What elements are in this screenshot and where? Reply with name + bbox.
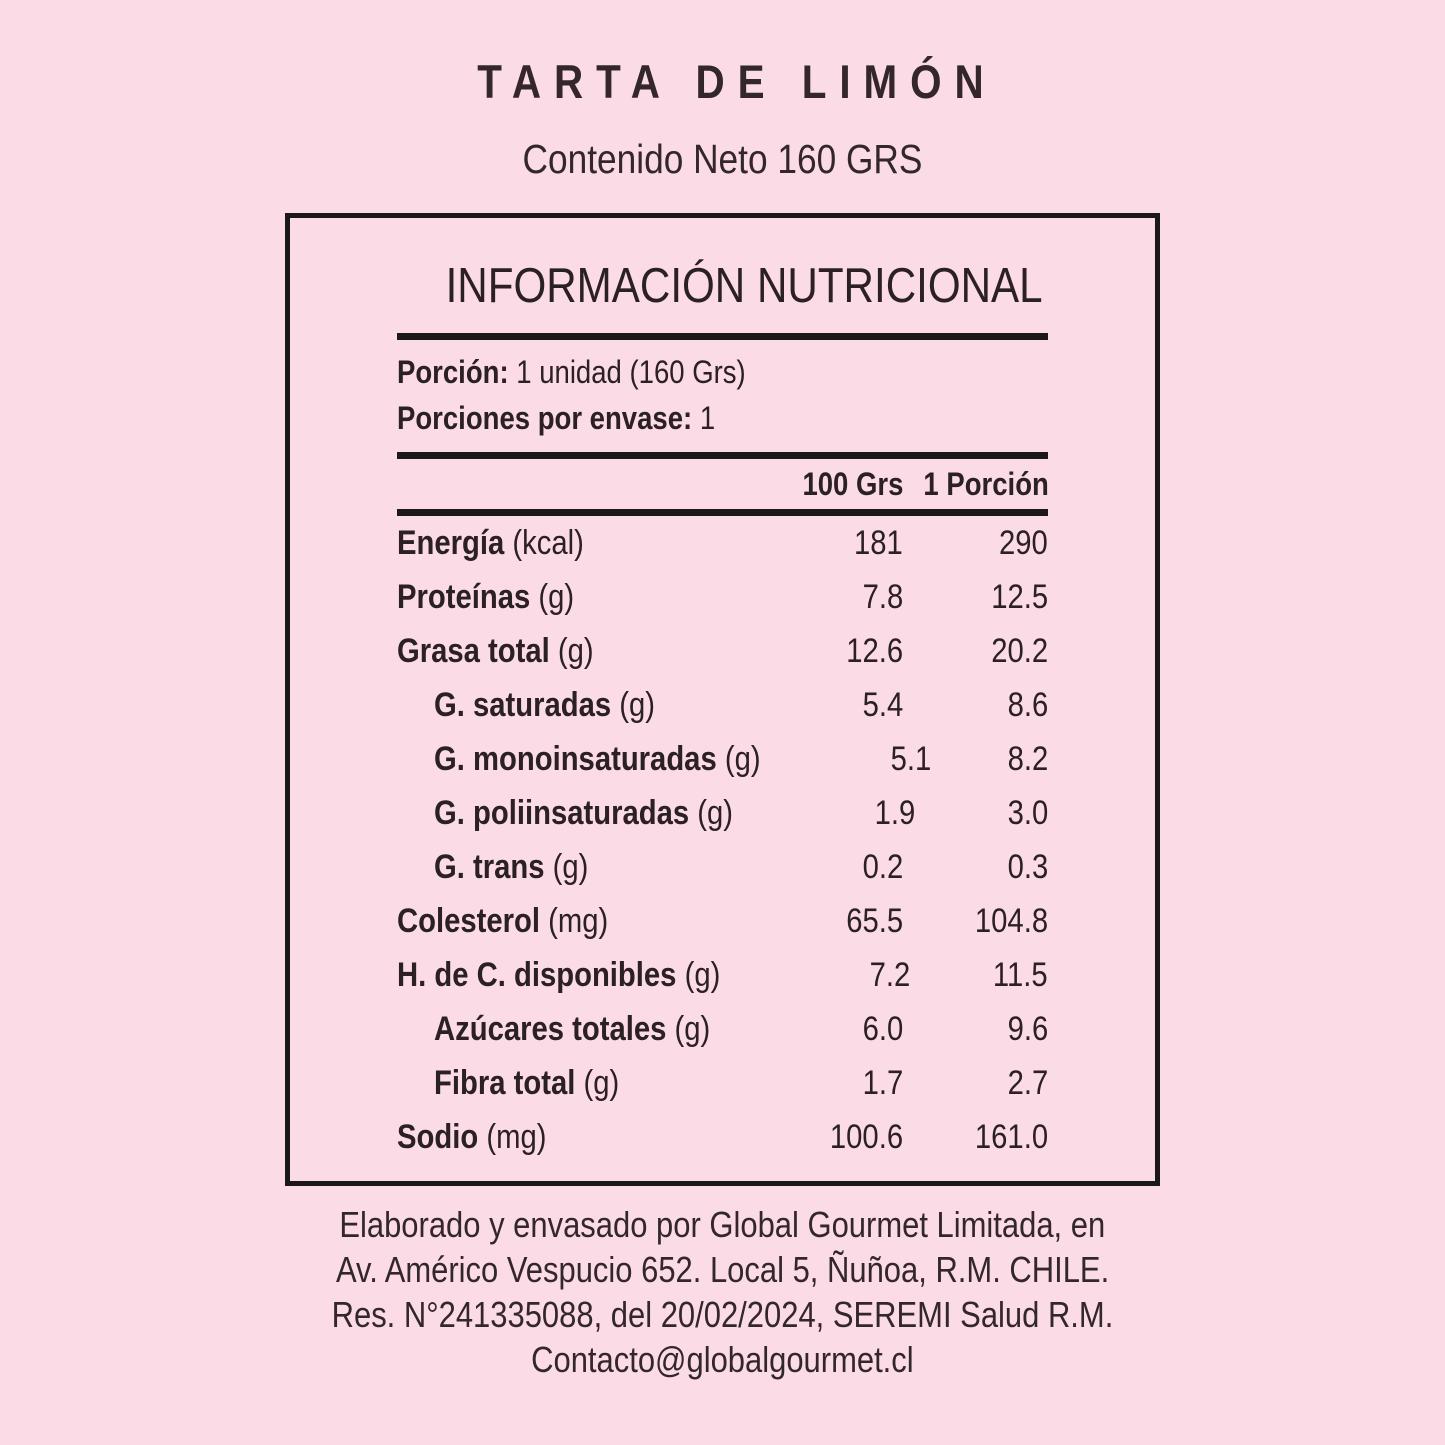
nutrient-name: Azúcares totales [434,1009,667,1048]
panel-title-text: INFORMACIÓN NUTRICIONAL [445,259,1043,313]
nutrient-unit: (g) [619,685,656,724]
nutrient-unit: (g) [583,1063,620,1102]
nutrient-row [397,570,1048,624]
portion-label: Porción: [397,354,509,390]
nutrient-label [397,794,782,833]
value-per-portion: 12.5 [991,577,1048,616]
footer-line: Av. Américo Vespucio 652. Local 5, Ñuñoa, R.M. CHILE. [335,1249,1110,1290]
nutrient-name: Grasa total [397,631,550,670]
nutrient-label [397,740,814,779]
value-per-portion: 9.6 [1007,1009,1048,1048]
nutrient-row [397,516,1048,570]
footer-line: Res. N°241335088, del 20/02/2024, SEREMI Salud R.M. [331,1294,1114,1335]
nutrient-unit: (g) [557,631,594,670]
servings-label: Porciones por envase: [397,400,693,436]
value-per-100g: 7.2 [869,955,911,994]
table-header-row [397,459,1048,509]
nutrient-row [397,786,1048,840]
value-per-100g: 6.0 [862,1009,903,1048]
nutrient-name: Energía [397,523,505,562]
value-per-100g: 5.4 [862,685,903,724]
product-title-text: TARTA DE LIMÓN [476,55,997,108]
value-per-portion: 2.7 [1007,1063,1048,1102]
nutrient-name: Sodio [397,1117,479,1156]
value-per-portion: 8.6 [1007,685,1048,724]
panel-title [397,258,1048,314]
nutrient-label [397,1064,758,1103]
nutrient-unit: (kcal) [512,523,584,562]
nutrient-row [397,732,1048,786]
value-per-portion: 20.2 [991,631,1048,670]
value-per-100g: 65.5 [846,901,903,940]
servings-line [397,395,1048,441]
nutrient-label [397,848,758,887]
nutrient-row [397,624,1048,678]
nutrient-label [397,1118,758,1157]
nutrient-row [397,948,1048,1002]
servings-value: 1 [699,400,716,436]
divider-middle [397,452,1048,459]
portion-block [397,349,1048,441]
label-footer [0,1202,1445,1382]
nutrient-unit: (g) [552,847,589,886]
nutrient-label [397,632,758,671]
nutrient-name: H. de C. disponibles [397,955,677,994]
nutrient-row [397,1056,1048,1110]
nutrient-row [397,894,1048,948]
portion-value: 1 unidad (160 Grs) [516,354,746,390]
value-per-100g: 1.9 [874,793,915,832]
nutrient-row [397,678,1048,732]
nutrition-table-body [397,516,1048,1164]
nutrient-unit: (g) [538,577,575,616]
value-per-100g: 0.2 [862,847,903,886]
nutrient-unit: (g) [724,739,761,778]
nutrient-label [397,956,773,995]
nutrient-row [397,1002,1048,1056]
footer-line: Contacto@globalgourmet.cl [531,1339,914,1380]
divider-top [397,333,1048,340]
nutrient-name: Colesterol [397,901,540,940]
value-per-portion: 0.3 [1007,847,1048,886]
footer-line: Elaborado y envasado por Global Gourmet Limitada, en [339,1204,1106,1245]
value-per-100g: 12.6 [846,631,903,670]
net-content [0,136,1445,183]
value-per-100g: 100.6 [829,1117,903,1156]
nutrient-name: G. monoinsaturadas [434,739,717,778]
net-content-text: Contenido Neto 160 GRS [522,136,923,182]
nutrient-name: Proteínas [397,577,531,616]
value-per-100g: 7.8 [862,577,903,616]
value-per-portion: 11.5 [993,955,1048,994]
nutrient-name: G. poliinsaturadas [434,793,690,832]
servings-line-text [397,395,715,441]
footer-lines [0,1202,1445,1382]
divider-header [397,509,1048,516]
nutrition-facts-panel [285,213,1160,1186]
nutrient-label [397,686,758,725]
value-per-100g: 5.1 [890,739,931,778]
nutrient-name: Fibra total [434,1063,576,1102]
column-header-portion: 1 Porción [923,465,1049,502]
portion-line [397,349,1048,395]
value-per-100g: 181 [854,523,903,562]
nutrient-label [397,1010,758,1049]
nutrient-name: G. trans [434,847,545,886]
product-title [0,54,1445,109]
column-header-100g: 100 Grs [802,465,903,502]
portion-line-text [397,349,746,395]
nutrient-name: G. saturadas [434,685,612,724]
nutrient-unit: (g) [684,955,721,994]
nutrient-label [397,578,758,617]
value-per-portion: 290 [999,523,1048,562]
value-per-portion: 8.2 [1007,739,1048,778]
value-per-portion: 104.8 [974,901,1048,940]
nutrient-unit: (mg) [486,1117,547,1156]
nutrient-label [397,902,758,941]
value-per-portion: 161.0 [974,1117,1048,1156]
nutrient-unit: (mg) [548,901,609,940]
label-header [0,0,1445,183]
nutrient-label [397,524,758,563]
nutrient-unit: (g) [697,793,733,832]
value-per-portion: 3.0 [1007,793,1048,832]
nutrient-unit: (g) [674,1009,711,1048]
nutrient-row [397,840,1048,894]
nutrient-row [397,1110,1048,1164]
value-per-100g: 1.7 [862,1063,903,1102]
